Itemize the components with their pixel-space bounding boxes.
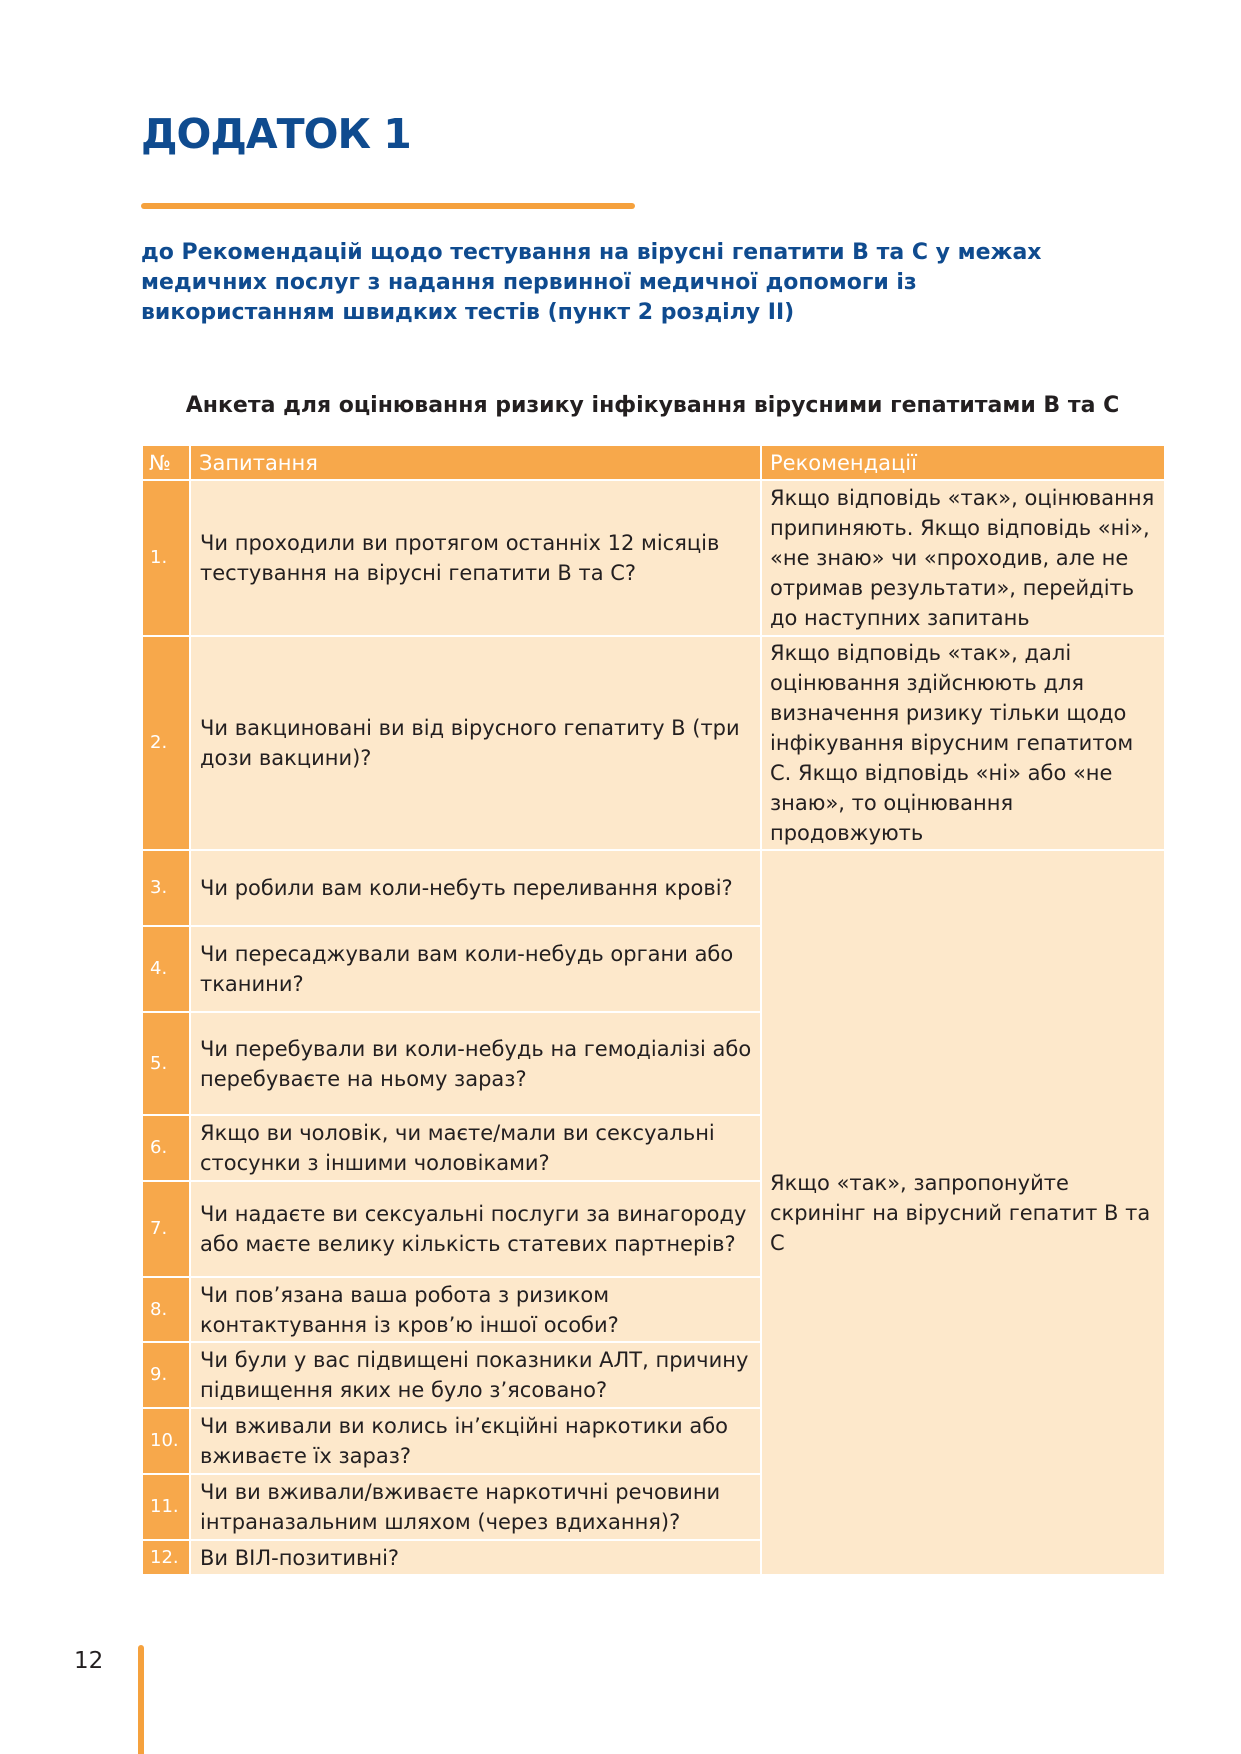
row-question: Чи перебували ви коли-небудь на гемодіалізі або перебуваєте на ньому зараз? [190,1012,761,1115]
row-question: Чи ви вживали/вживаєте наркотичні речовини інтраназальним шляхом (через вдихання)? [190,1474,761,1540]
table-row [142,636,1165,850]
row-question: Чи пов’язана ваша робота з ризиком контактування із кров’ю іншої особи? [190,1277,761,1342]
row-number: 4. [142,926,190,1012]
row-number: 7. [142,1181,190,1277]
row-number: 3. [142,850,190,926]
header-recommendation: Рекомендації [761,445,1165,480]
header-number: № [142,445,190,480]
risk-questionnaire-table [141,444,1166,1576]
row-number: 2. [142,636,190,850]
page-title: ДОДАТОК 1 [141,110,411,158]
row-recommendation: Якщо відповідь «так», оцінювання припиняють. Якщо відповідь «ні», «не знаю» чи «проходив, але не отримав результати», перейдіть до наступних запитань [761,480,1165,636]
row-number: 8. [142,1277,190,1342]
row-question: Чи робили вам коли-небуть переливання крові? [190,850,761,926]
table-row [142,850,1165,926]
row-question: Ви ВІЛ-позитивні? [190,1540,761,1575]
table-caption: Анкета для оцінювання ризику інфікування вірусними гепатитами В та С [185,393,1120,418]
row-recommendation-shared: Якщо «так», запропонуйте скринінг на вірусний гепатит В та С [761,850,1165,1575]
row-number: 1. [142,480,190,636]
appendix-subtitle: до Рекомендацій щодо тестування на вірусні гепатити В та С у межах медичних послуг з надання первинної медичної допомоги із використанням швидких тестів (пункт 2 розділу II) [141,240,1042,325]
table-row [142,480,1165,636]
row-question: Чи були у вас підвищені показники АЛТ, причину підвищення яких не було з’ясовано? [190,1342,761,1408]
margin-accent-bar [138,1645,144,1754]
row-question: Чи вживали ви колись ін’єкційні наркотики або вживаєте їх зараз? [190,1408,761,1474]
row-number: 11. [142,1474,190,1540]
title-underline [141,203,635,209]
row-question: Чи вакциновані ви від вірусного гепатиту В (три дози вакцини)? [190,636,761,850]
row-number: 6. [142,1115,190,1181]
row-number: 12. [142,1540,190,1575]
page-number: 12 [74,1648,104,1674]
row-question: Чи проходили ви протягом останніх 12 місяців тестування на вірусні гепатити В та С? [190,480,761,636]
row-number: 10. [142,1408,190,1474]
row-number: 9. [142,1342,190,1408]
table-header-row [142,445,1165,480]
row-number: 5. [142,1012,190,1115]
row-recommendation: Якщо відповідь «так», далі оцінювання здійснюють для визначення ризику тільки щодо інфікування вірусним гепатитом С. Якщо відповідь «ні» або «не знаю», то оцінювання продовжують [761,636,1165,850]
row-question: Якщо ви чоловік, чи маєте/мали ви сексуальні стосунки з іншими чоловіками? [190,1115,761,1181]
row-question: Чи пересаджували вам коли-небудь органи або тканини? [190,926,761,1012]
row-question: Чи надаєте ви сексуальні послуги за винагороду або маєте велику кількість статевих партнерів? [190,1181,761,1277]
header-question: Запитання [190,445,761,480]
